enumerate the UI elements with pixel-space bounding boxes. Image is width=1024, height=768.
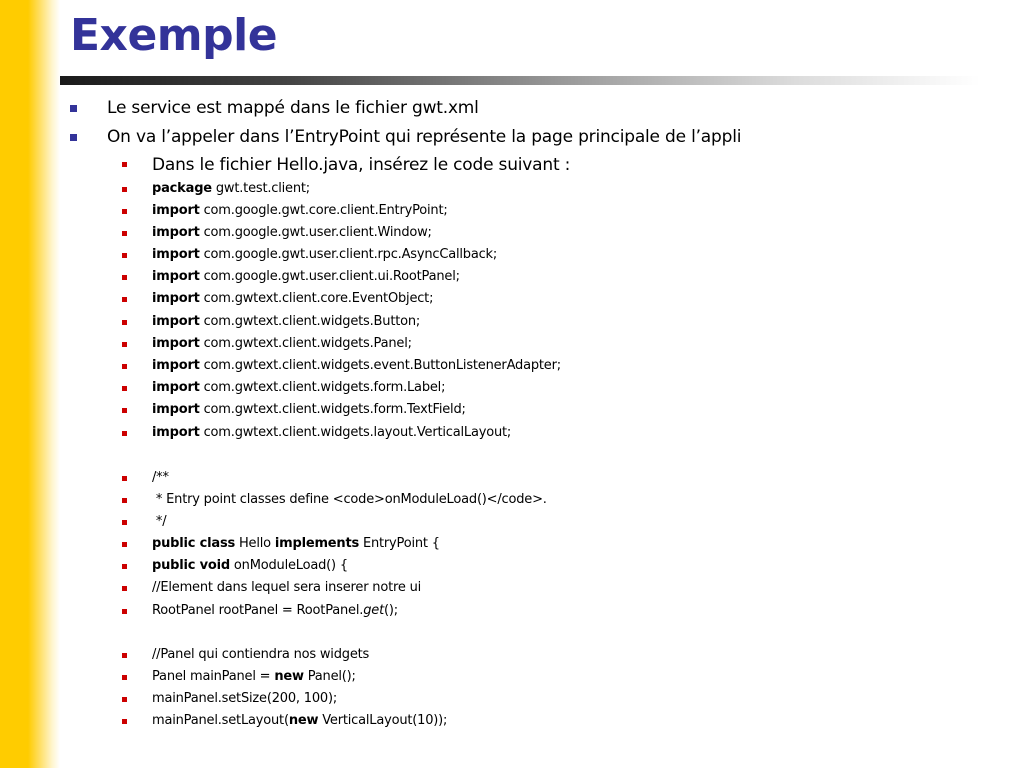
- code-line: [152, 557, 348, 575]
- code-text: com.gwtext.client.widgets.event.ButtonListenerAdapter;: [199, 358, 561, 373]
- code-line: */: [152, 514, 167, 529]
- square-bullet-icon: [122, 586, 127, 591]
- code-line: [152, 180, 310, 198]
- code-line: [152, 379, 445, 397]
- code-keyword: import: [152, 203, 200, 218]
- square-bullet-icon: [122, 675, 127, 680]
- code-text: VerticalLayout(10));: [318, 713, 448, 728]
- square-bullet-icon: [122, 609, 127, 614]
- code-keyword: import: [152, 314, 200, 329]
- code-text: RootPanel rootPanel = RootPanel.: [152, 603, 364, 618]
- code-keyword: import: [152, 402, 200, 417]
- code-text: com.google.gwt.core.client.EntryPoint;: [199, 203, 448, 218]
- square-bullet-icon: [122, 342, 127, 347]
- code-keyword: public void: [152, 558, 230, 573]
- code-line: [152, 357, 561, 375]
- code-text: gwt.test.client;: [211, 181, 310, 196]
- code-line: /**: [152, 470, 169, 485]
- code-line: mainPanel.setSize(200, 100);: [152, 691, 338, 706]
- code-line: [152, 290, 433, 308]
- code-line: //Panel qui contiendra nos widgets: [152, 647, 370, 662]
- square-bullet-icon: [122, 209, 127, 214]
- square-bullet-icon: [70, 105, 77, 112]
- square-bullet-icon: [122, 162, 127, 167]
- side-accent-bar: [0, 0, 60, 768]
- code-line: [152, 401, 466, 419]
- square-bullet-icon: [122, 719, 127, 724]
- square-bullet-icon: [122, 564, 127, 569]
- code-text: Panel mainPanel =: [152, 669, 275, 684]
- square-bullet-icon: [122, 476, 127, 481]
- square-bullet-icon: [122, 231, 127, 236]
- slide-title: Exemple: [70, 10, 278, 61]
- code-line: [152, 535, 440, 553]
- square-bullet-icon: [122, 542, 127, 547]
- code-line: [152, 335, 412, 353]
- code-line: //Element dans lequel sera inserer notre ui: [152, 580, 422, 595]
- title-underline: [60, 76, 980, 85]
- code-text: Panel();: [303, 669, 356, 684]
- code-text: com.google.gwt.user.client.rpc.AsyncCallback;: [199, 247, 498, 262]
- code-line: [152, 313, 420, 331]
- sub-bullet-text: Dans le fichier Hello.java, insérez le code suivant :: [152, 155, 571, 175]
- square-bullet-icon: [122, 364, 127, 369]
- code-keyword: import: [152, 291, 200, 306]
- code-line: [152, 668, 356, 686]
- code-line: [152, 224, 432, 242]
- code-text: com.gwtext.client.widgets.Panel;: [199, 336, 412, 351]
- code-line: [152, 246, 497, 264]
- code-keyword: import: [152, 269, 200, 284]
- code-text: onModuleLoad() {: [229, 558, 348, 573]
- code-keyword: import: [152, 358, 200, 373]
- square-bullet-icon: [70, 134, 77, 141]
- code-text: mainPanel.setLayout(: [152, 713, 289, 728]
- code-keyword: import: [152, 425, 200, 440]
- square-bullet-icon: [122, 253, 127, 258]
- square-bullet-icon: [122, 386, 127, 391]
- code-text: com.gwtext.client.widgets.form.TextField;: [199, 402, 466, 417]
- code-keyword: package: [152, 181, 212, 196]
- code-method: get: [363, 603, 384, 618]
- code-text: com.gwtext.client.widgets.layout.VerticalLayout;: [199, 425, 512, 440]
- code-keyword: import: [152, 380, 200, 395]
- code-keyword: new: [288, 713, 319, 728]
- code-keyword: new: [274, 669, 304, 684]
- bullet-text: Le service est mappé dans le fichier gwt.xml: [107, 98, 479, 118]
- bullet-text: On va l’appeler dans l’EntryPoint qui représente la page principale de l’appli: [107, 127, 742, 147]
- square-bullet-icon: [122, 498, 127, 503]
- code-text: Hello: [235, 536, 275, 551]
- code-line: [152, 202, 448, 220]
- square-bullet-icon: [122, 320, 127, 325]
- square-bullet-icon: [122, 408, 127, 413]
- code-keyword: import: [152, 247, 200, 262]
- code-text: com.gwtext.client.core.EventObject;: [199, 291, 434, 306]
- code-line: [152, 602, 398, 620]
- code-keyword: implements: [274, 536, 360, 551]
- code-text: EntryPoint {: [359, 536, 440, 551]
- square-bullet-icon: [122, 431, 127, 436]
- square-bullet-icon: [122, 275, 127, 280]
- code-keyword: import: [152, 225, 200, 240]
- square-bullet-icon: [122, 520, 127, 525]
- code-line: * Entry point classes define <code>onModuleLoad()</code>.: [152, 492, 547, 507]
- code-text: ();: [383, 603, 398, 618]
- code-keyword: public class: [152, 536, 236, 551]
- code-text: com.gwtext.client.widgets.Button;: [199, 314, 421, 329]
- square-bullet-icon: [122, 297, 127, 302]
- code-text: com.google.gwt.user.client.ui.RootPanel;: [199, 269, 460, 284]
- code-keyword: import: [152, 336, 200, 351]
- code-text: com.gwtext.client.widgets.form.Label;: [199, 380, 446, 395]
- square-bullet-icon: [122, 653, 127, 658]
- square-bullet-icon: [122, 697, 127, 702]
- square-bullet-icon: [122, 187, 127, 192]
- code-line: [152, 268, 460, 286]
- code-text: com.google.gwt.user.client.Window;: [199, 225, 432, 240]
- code-line: [152, 424, 511, 442]
- code-line: [152, 712, 447, 730]
